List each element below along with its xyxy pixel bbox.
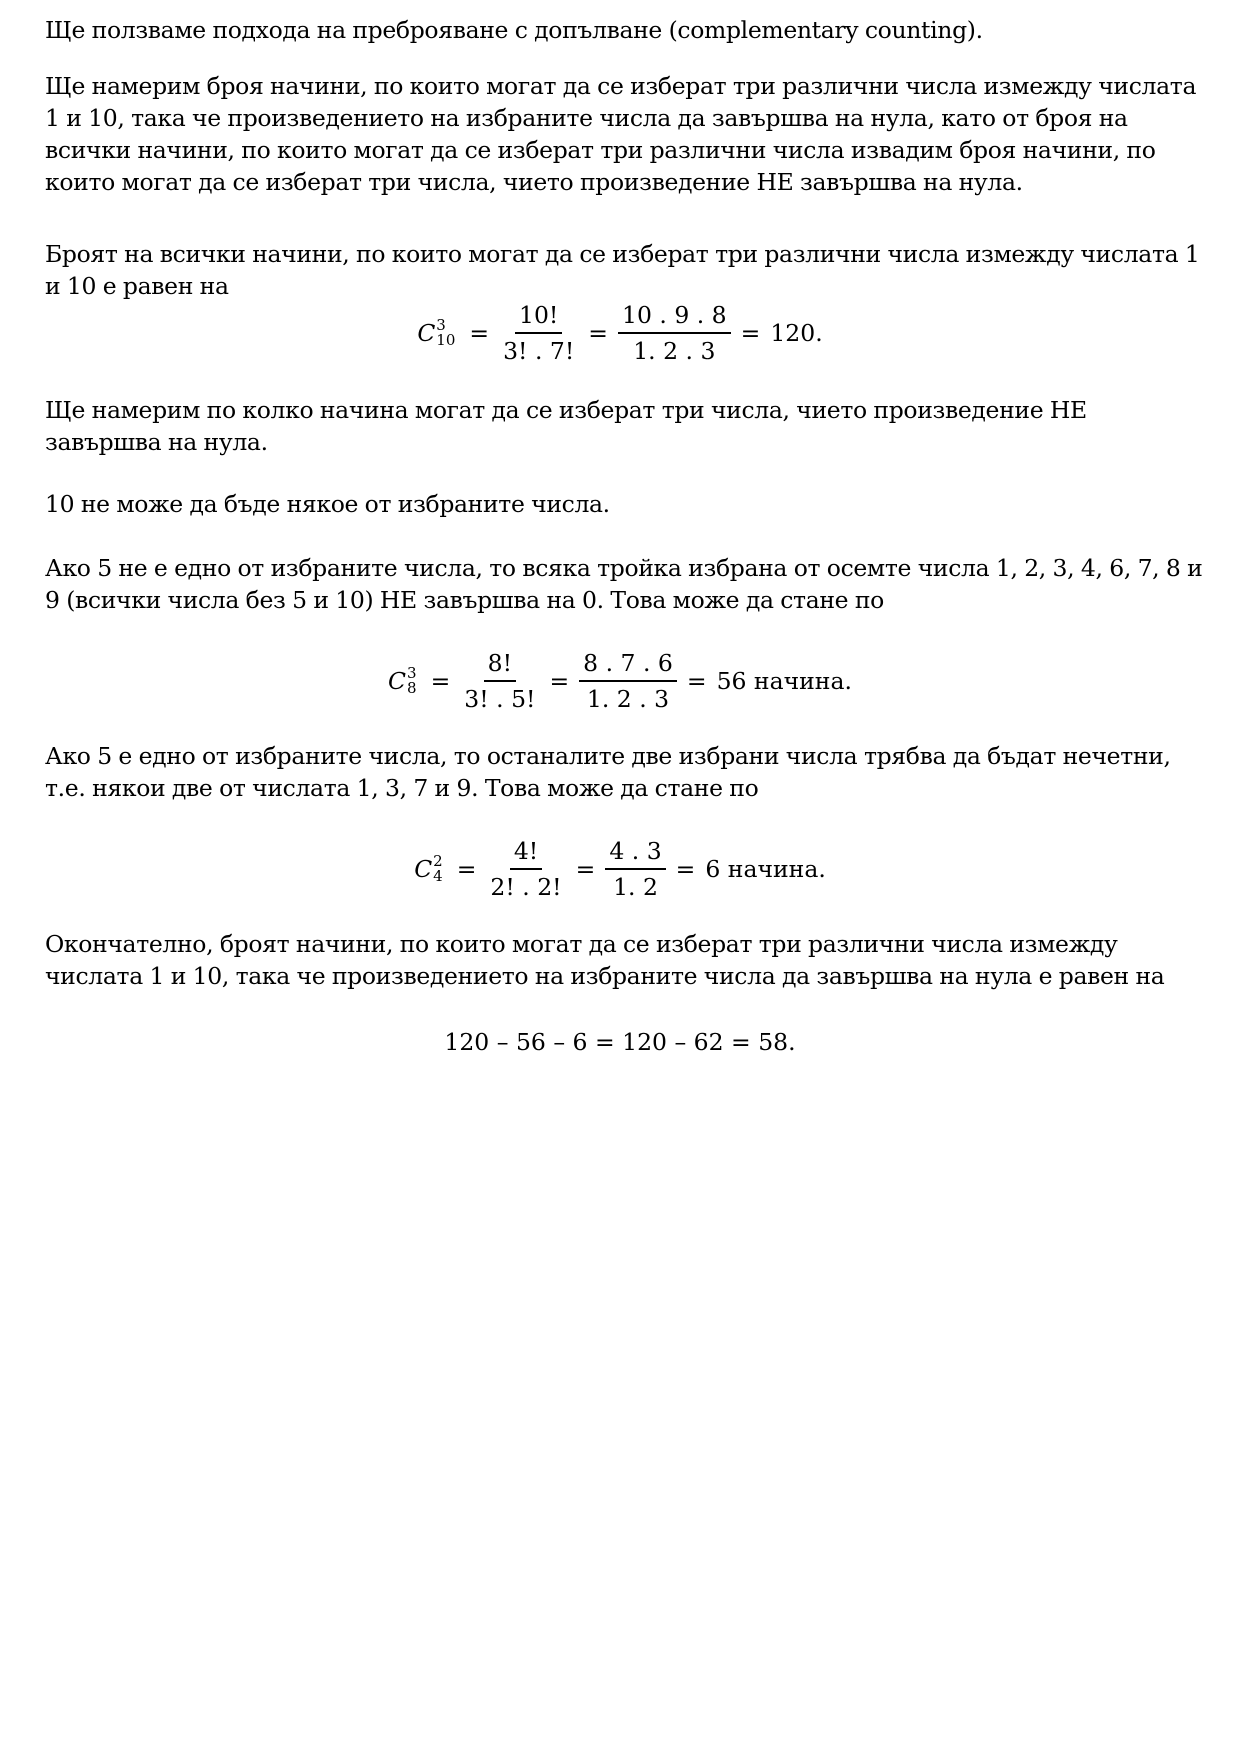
- fraction-factorial: $\frac{8!}{3! . 5!}$: [464, 649, 536, 713]
- equals-sign: =: [588, 319, 608, 347]
- equals-sign: =: [469, 319, 490, 347]
- combination-symbol: C 2 4: [414, 852, 443, 885]
- equals-sign: =: [740, 319, 761, 347]
- equals-sign: =: [686, 667, 707, 695]
- formula-result: 120.: [770, 319, 823, 347]
- paragraph-total-count: Броят на всички начини, по които могат да се изберат три различни числа измежду числата 1 и 10 е равен на: [45, 240, 1200, 300]
- fraction-product: $\frac{10 . 9 . 8}{1. 2 . 3}$: [618, 301, 731, 365]
- formula-with-five: [0, 834, 1240, 904]
- fraction-product: $\frac{8 . 7 . 6}{1. 2 . 3}$: [579, 649, 677, 713]
- paragraph-complement: Ще намерим по колко начина могат да се изберат три числа, чието произведение НЕ завършва на нула.: [45, 396, 1087, 456]
- paragraph-intro: Ще ползваме подхода на преброяване с допълване (complementary counting).: [45, 16, 983, 44]
- equals-sign: =: [675, 855, 696, 883]
- formula-without-five: [0, 646, 1240, 716]
- paragraph-approach: Ще намерим броя начини, по които могат да се изберат три различни числа измежду числата 1 и 10, така че произведението на избраните числа да завършва на нула, като от броя на всички начини, по които могат да се изберат три различни числа извадим броя начини, по които могат да се изберат три числа, чието произведение НЕ завършва на нула.: [45, 72, 1197, 196]
- fraction-factorial: $\frac{10!}{3! . 7!}$: [503, 301, 575, 365]
- equals-sign: =: [456, 855, 477, 883]
- equals-sign: =: [430, 667, 451, 695]
- combination-symbol: C 3 10: [417, 316, 456, 349]
- fraction-product: $\frac{4 . 3}{1. 2}$: [605, 837, 665, 901]
- equals-sign: =: [575, 855, 596, 883]
- formula-result: 56 начина.: [716, 667, 852, 695]
- fraction-factorial: $\frac{4!}{2! . 2!}$: [490, 837, 562, 901]
- equals-sign: =: [549, 667, 570, 695]
- formula-result: 6 начина.: [705, 855, 826, 883]
- paragraph-conclusion: Окончателно, броят начини, по които могат да се изберат три различни числа измежду числата 1 и 10, така че произведението на избраните числа да завършва на нула е равен на: [45, 930, 1165, 990]
- combination-symbol: C 3 8: [388, 664, 417, 697]
- paragraph-ten-excluded: 10 не може да бъде някое от избраните числа.: [45, 490, 610, 518]
- formula-total: [0, 298, 1240, 368]
- paragraph-five-included: Ако 5 е едно от избраните числа, то останалите две избрани числа трябва да бъдат нечетни, т.е. някои две от числата 1, 3, 7 и 9. Това може да стане по: [45, 742, 1171, 802]
- final-result: 120 – 56 – 6 = 120 – 62 = 58.: [444, 1028, 796, 1056]
- paragraph-five-excluded: Ако 5 не е едно от избраните числа, то всяка тройка избрана от осемте числа 1, 2, 3, 4, 6, 7, 8 и 9 (всички числа без 5 и 10) НЕ завършва на 0. Това може да стане по: [45, 554, 1203, 614]
